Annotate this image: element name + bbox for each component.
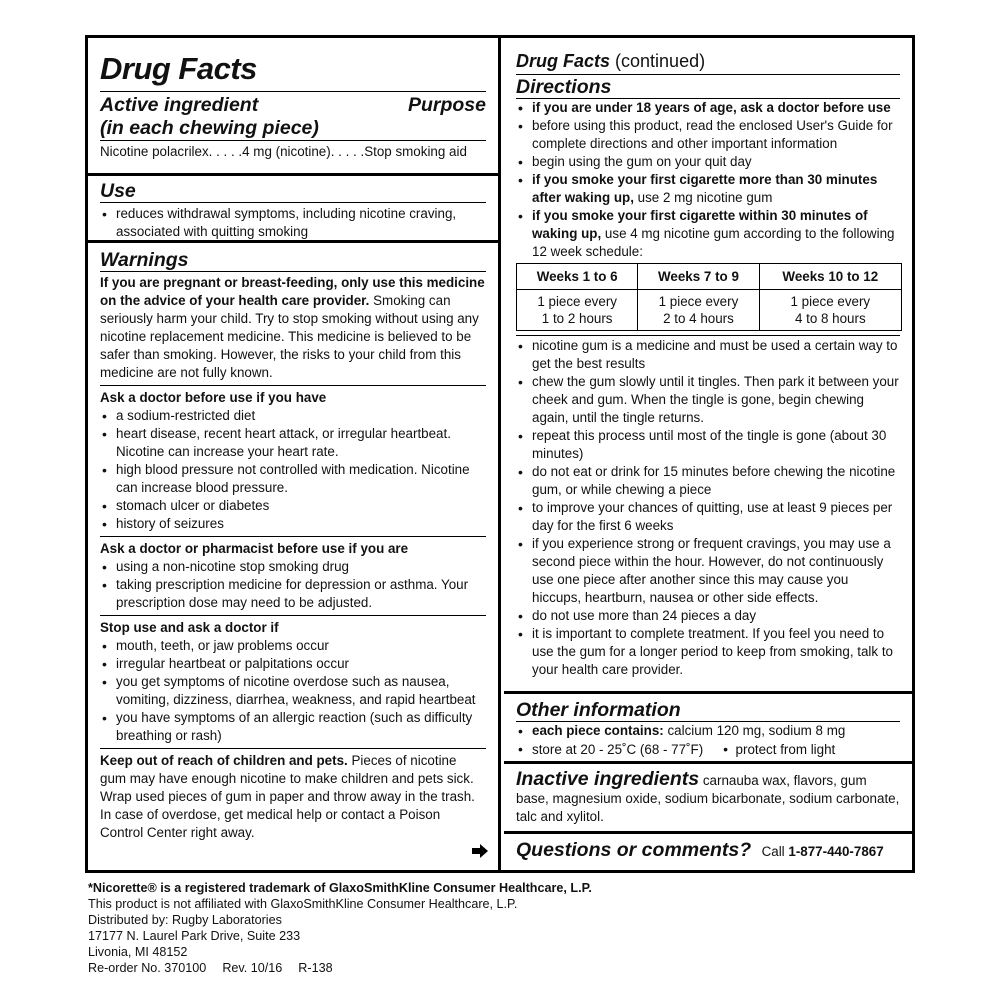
label-footer xyxy=(88,880,888,976)
directions-item xyxy=(516,171,900,207)
ask-doctor-item: • stomach ulcer or diabetes xyxy=(100,497,486,515)
directions-item xyxy=(516,207,900,261)
keep-out-bold: Keep out of reach of children and pets. xyxy=(100,753,348,768)
reorder-line xyxy=(88,960,888,976)
label-code: R-138 xyxy=(298,961,333,975)
other-information-heading: Other information xyxy=(516,699,681,721)
active-ingredient-subheading: (in each chewing piece) xyxy=(100,117,319,139)
inactive-ingredients-text: carnauba wax, flavors, gum base, magnesium oxide, sodium bicarbonate, sodium carbonate, talc and xylitol. xyxy=(516,773,900,824)
reorder-number: Re-order No. 370100 xyxy=(88,961,207,975)
city-line: Livonia, MI 48152 xyxy=(88,945,188,959)
pregnant-warning-text: Smoking can seriously harm your child. Try to stop smoking without using any nicotine replacement medicine. This medicine is believed to be safer than smoking. However, the risks to your child from this medicine are not fully known. xyxy=(100,293,479,380)
inactive-ingredients-box xyxy=(504,764,912,834)
directions-box xyxy=(504,38,912,694)
ask-doctor-item: • history of seizures xyxy=(100,515,486,533)
purpose-heading: Purpose xyxy=(407,94,486,116)
stop-use-heading: Stop use and ask a doctor if xyxy=(100,620,279,635)
warnings-heading: Warnings xyxy=(100,249,189,271)
schedule-cell: 1 piece every 2 to 4 hours xyxy=(638,290,759,331)
directions-item: • do not eat or drink for 15 minutes before chewing the nicotine gum, or while chewing a piece xyxy=(516,463,900,499)
inactive-ingredients xyxy=(516,769,900,826)
other-info-item: • store at 20 - 25˚C (68 - 77˚F) • protect from light xyxy=(516,740,900,759)
address-line: 17177 N. Laurel Park Drive, Suite 233 xyxy=(88,929,301,943)
pregnant-warning-bold: If you are pregnant or breast-feeding, only use this medicine on the advice of your health care provider. xyxy=(100,275,485,308)
directions-item: • it is important to complete treatment. If you feel you need to use the gum for a longer period to keep from smoking, talk to your health care provider. xyxy=(516,625,900,679)
directions-item-rest: use 4 mg nicotine gum according to the following 12 week schedule: xyxy=(532,226,895,259)
directions-item: • before using this product, read the enclosed User's Guide for complete directions and other important information xyxy=(516,117,900,153)
keep-out-text: Pieces of nicotine gum may have enough nicotine to make children and pets sick. Wrap used pieces of gum in paper and throw away in the trash. In case of overdose, get medical help or contact a Poison Control Center right away. xyxy=(100,753,475,840)
storage-text: store at 20 - 25˚C (68 - 77˚F) xyxy=(532,742,704,757)
continued-title-bold: Drug Facts xyxy=(516,51,611,71)
use-box xyxy=(88,176,498,243)
continued-title xyxy=(516,51,900,71)
ask-doctor-item: • heart disease, recent heart attack, or irregular heartbeat. Nicotine can increase your heart rate. xyxy=(100,425,486,461)
other-info-rest: calcium 120 mg, sodium 8 mg xyxy=(663,723,846,738)
directions-item: • nicotine gum is a medicine and must be used a certain way to get the best results xyxy=(516,337,900,373)
left-column xyxy=(88,38,501,870)
directions-item: • to improve your chances of quitting, use at least 9 pieces per day for the first 6 weeks xyxy=(516,499,900,535)
stop-use-item: • irregular heartbeat or palpitations occur xyxy=(100,655,486,673)
pregnant-warning xyxy=(100,274,486,382)
active-ingredient-line: Nicotine polacrilex. . . . .4 mg (nicotine). . . . .Stop smoking aid xyxy=(100,144,467,159)
directions-item: • chew the gum slowly until it tingles. Then park it between your cheek and gum. When the tingle is gone, begin chewing again, until the tingle returns. xyxy=(516,373,900,427)
inactive-ingredients-heading: Inactive ingredients xyxy=(516,768,700,790)
active-ingredient-heading: Active ingredient xyxy=(100,94,259,116)
continue-arrow-icon xyxy=(472,844,488,858)
other-info-item xyxy=(516,722,900,740)
questions-box xyxy=(504,834,912,870)
continued-title-rest: (continued) xyxy=(610,51,706,71)
directions-item: • repeat this process until most of the tingle is gone (about 30 minutes) xyxy=(516,427,900,463)
schedule-cell: 1 piece every 4 to 8 hours xyxy=(759,290,901,331)
directions-item: • if you experience strong or frequent cravings, you may use a second piece within the hour. However, do not continuously use one piece after another since this may cause you hiccups, heartburn, nausea or other side effects. xyxy=(516,535,900,607)
stop-use-item: • you get symptoms of nicotine overdose such as nausea, vomiting, dizziness, diarrhea, weakness, and rapid heartbeat xyxy=(100,673,486,709)
other-info-bold: each piece contains: xyxy=(532,723,664,738)
schedule-cell: 1 piece every 1 to 2 hours xyxy=(517,290,638,331)
stop-use-item: • mouth, teeth, or jaw problems occur xyxy=(100,637,486,655)
directions-item-rest: use 2 mg nicotine gum xyxy=(633,190,773,205)
other-information-box xyxy=(504,694,912,764)
trademark-notice: *Nicorette® is a registered trademark of GlaxoSmithKline Consumer Healthcare, L.P. xyxy=(88,881,592,895)
questions-heading: Questions or comments? xyxy=(516,839,752,861)
phone-number: 1-877-440-7867 xyxy=(788,844,884,859)
revision: Rev. 10/16 xyxy=(222,961,283,975)
directions-heading: Directions xyxy=(516,76,612,98)
directions-item: • do not use more than 24 pieces a day xyxy=(516,607,900,625)
keep-out-of-reach xyxy=(100,752,486,842)
directions-item: • begin using the gum on your quit day xyxy=(516,153,900,171)
schedule-header: Weeks 1 to 6 xyxy=(517,264,638,290)
use-item: • reduces withdrawal symptoms, including nicotine craving, associated with quitting smoking xyxy=(100,205,486,241)
ask-pharmacist-item: • taking prescription medicine for depression or asthma. Your prescription dose may need to be adjusted. xyxy=(100,576,486,612)
warnings-box xyxy=(88,243,498,870)
drug-facts-panel xyxy=(85,35,915,873)
drug-facts-title: Drug Facts xyxy=(100,51,257,86)
directions-item: • if you are under 18 years of age, ask a doctor before use xyxy=(516,99,900,117)
active-ingredient-box xyxy=(88,38,498,176)
use-heading: Use xyxy=(100,180,136,202)
ask-doctor-item: • a sodium-restricted diet xyxy=(100,407,486,425)
call-label: Call xyxy=(761,844,789,859)
directions-item-bold: if you smoke your first cigarette more than 30 minutes after waking up, xyxy=(532,172,878,205)
ask-doctor-item: • high blood pressure not controlled with medication. Nicotine can increase blood pressure. xyxy=(100,461,486,497)
dosing-schedule-table xyxy=(516,263,902,331)
distributor: Distributed by: Rugby Laboratories xyxy=(88,913,282,927)
ask-doctor-heading: Ask a doctor before use if you have xyxy=(100,390,327,405)
protect-light-text: protect from light xyxy=(735,742,836,757)
directions-item-bold: if you smoke your first cigarette within 30 minutes of waking up, xyxy=(532,208,868,241)
schedule-header: Weeks 7 to 9 xyxy=(638,264,759,290)
ask-pharmacist-heading: Ask a doctor or pharmacist before use if you are xyxy=(100,541,409,556)
right-column xyxy=(504,38,912,870)
affiliation-notice: This product is not affiliated with GlaxoSmithKline Consumer Healthcare, L.P. xyxy=(88,897,518,911)
stop-use-item: • you have symptoms of an allergic reaction (such as difficulty breathing or rash) xyxy=(100,709,486,745)
ask-pharmacist-item: • using a non-nicotine stop smoking drug xyxy=(100,558,486,576)
schedule-header: Weeks 10 to 12 xyxy=(759,264,901,290)
